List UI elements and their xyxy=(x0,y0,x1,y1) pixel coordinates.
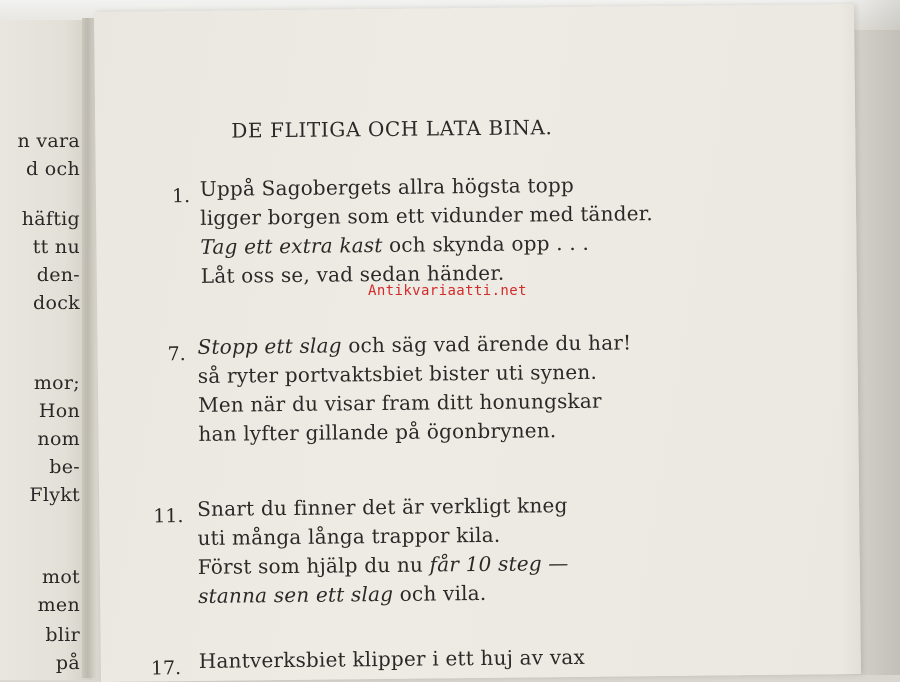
verse-line xyxy=(198,418,556,446)
verse-number: 17. xyxy=(150,657,182,680)
text-segment: Snart du finner det är verkligt kneg xyxy=(197,493,568,521)
verse-line xyxy=(198,551,569,579)
poem-title: DE FLITIGA OCH LATA BINA. xyxy=(231,115,553,143)
left-page-fragment: dock xyxy=(33,292,80,314)
left-page-fragment: be- xyxy=(49,456,80,478)
left-page-fragment: Hon xyxy=(38,400,80,422)
verse-line xyxy=(200,231,589,259)
text-segment: och vila. xyxy=(393,580,487,606)
verse-line xyxy=(197,523,500,550)
text-segment: och skynda opp . . . xyxy=(382,230,590,257)
left-page-fragment: nom xyxy=(37,428,80,450)
text-segment: och säg vad ärende du har! xyxy=(341,330,632,358)
verse-line xyxy=(200,173,574,201)
italic-segment: Stopp ett slag xyxy=(197,333,342,359)
left-page-fragment: tt nu xyxy=(32,236,80,258)
text-segment: Först som hjälp du nu xyxy=(197,552,430,579)
left-page-fragment: mor; xyxy=(33,372,80,394)
left-page-fragment: mot xyxy=(42,566,80,588)
verse-line xyxy=(198,360,597,388)
left-page-fragment: den- xyxy=(36,264,80,286)
verse-line xyxy=(199,645,585,673)
left-page-fragment: men xyxy=(37,594,80,616)
italic-segment: Tag ett extra kast xyxy=(200,232,383,259)
left-page-fragment: n vara xyxy=(17,130,80,152)
text-segment: ligger borgen som ett vidunder med tänder. xyxy=(200,201,653,230)
text-segment: Hantverksbiet klipper i ett huj av vax xyxy=(198,644,585,673)
verse-number: 7. xyxy=(167,343,186,366)
text-segment: Men när du visar fram ditt honungskar xyxy=(197,388,602,417)
verse-number: 1. xyxy=(171,185,191,208)
verse-line xyxy=(197,330,631,359)
left-page-fragment: på xyxy=(55,652,80,674)
text-segment: uti många långa trappor kila. xyxy=(197,522,501,550)
verse-line xyxy=(200,201,653,230)
right-page xyxy=(94,4,861,682)
verse-line xyxy=(197,493,568,521)
left-page xyxy=(0,20,92,680)
left-page-fragment: d och xyxy=(25,158,80,180)
verse-line xyxy=(198,581,487,608)
page-shadow xyxy=(840,0,900,675)
text-segment: han lyfter gillande på ögonbrynen. xyxy=(198,418,557,446)
page-gutter xyxy=(82,18,96,678)
left-page-fragment: häftig xyxy=(21,208,80,230)
watermark: Antikvariaatti.net xyxy=(368,283,527,299)
verse-line xyxy=(198,389,602,417)
text-segment: så ryter portvaktsbiet bister uti synen. xyxy=(197,359,598,388)
text-segment: Låt oss se, vad sedan händer. xyxy=(200,260,505,288)
italic-segment: stanna sen ett slag xyxy=(197,581,394,608)
left-page-fragment: blir xyxy=(45,624,80,646)
left-page-fragment: Flykt xyxy=(29,484,80,506)
italic-segment: får 10 steg — xyxy=(429,551,569,577)
verse-number: 11. xyxy=(153,505,184,528)
text-segment: Uppå Sagobergets allra högsta topp xyxy=(199,172,575,201)
